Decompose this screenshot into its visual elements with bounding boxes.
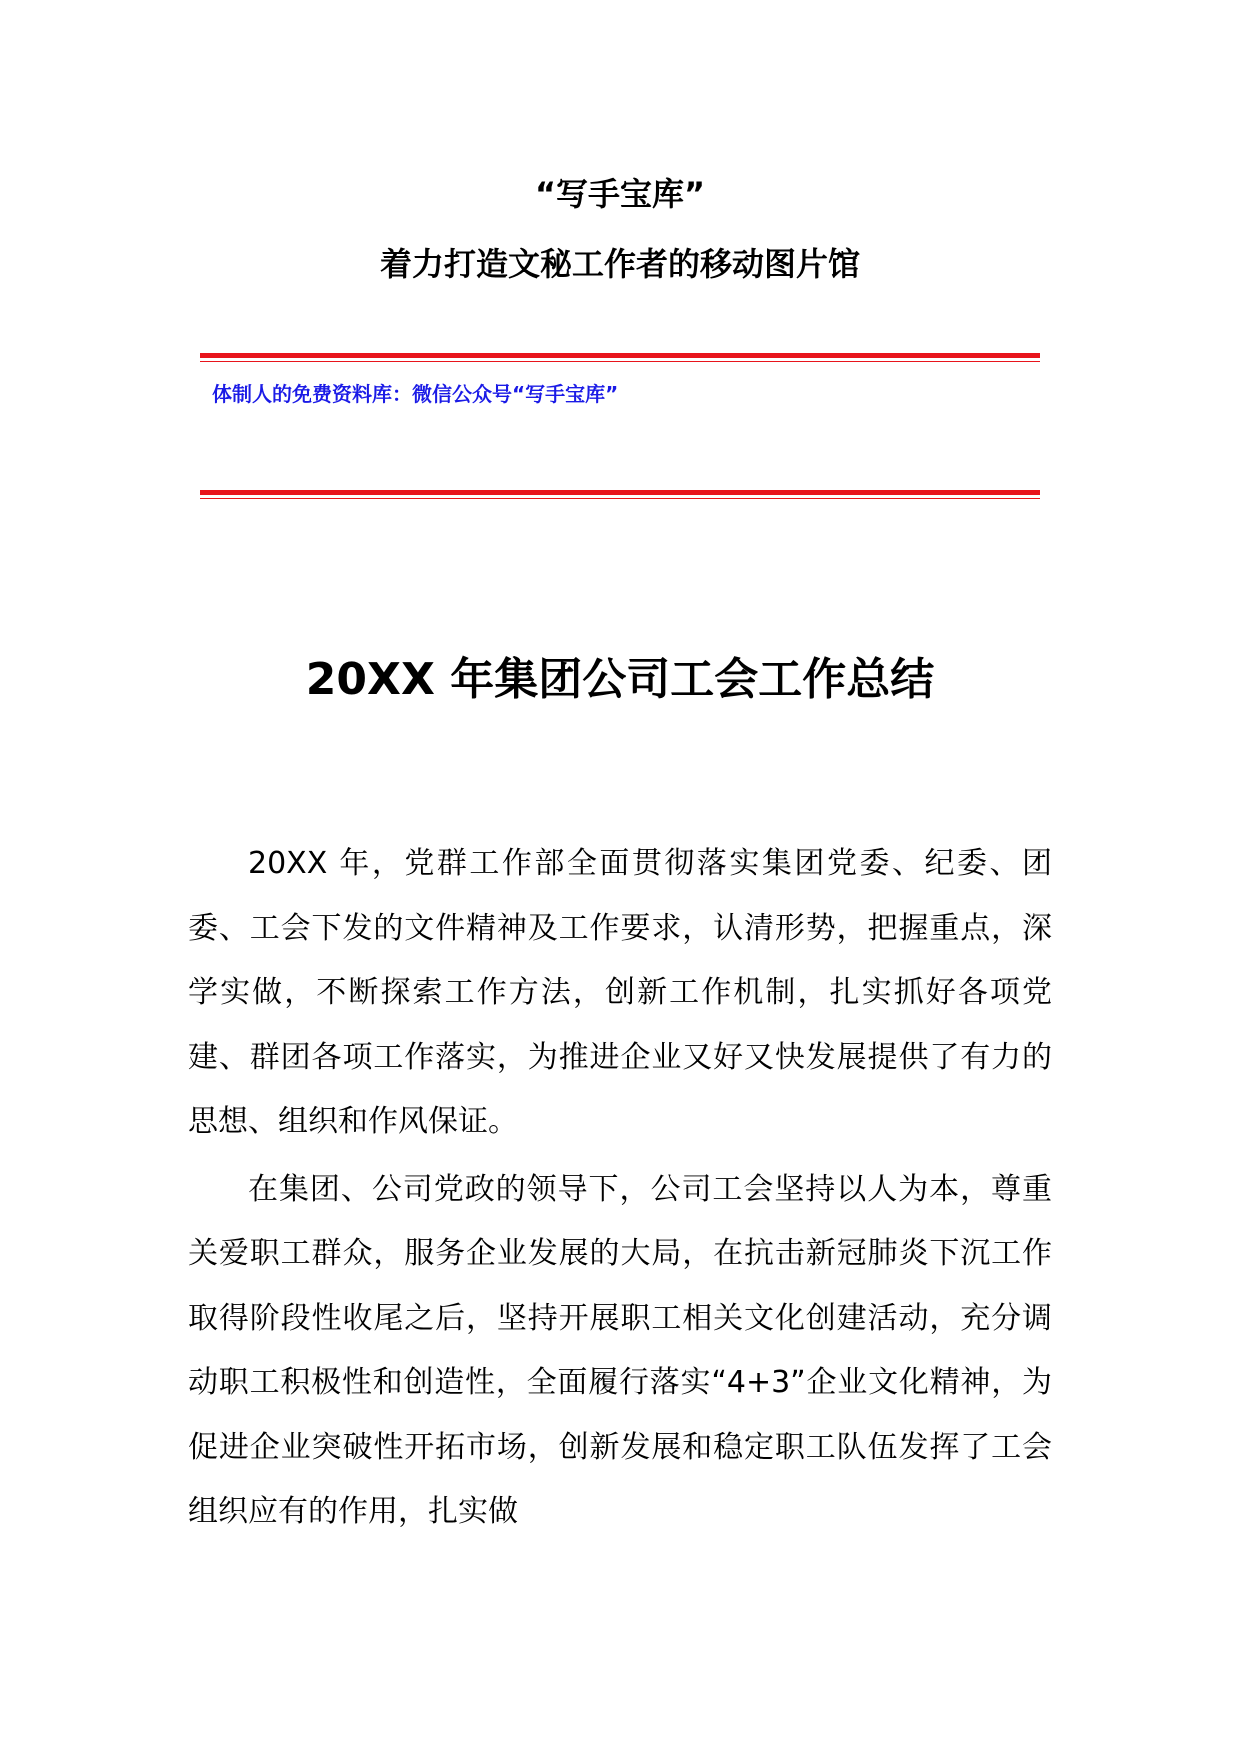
top-rule-thick (200, 353, 1040, 358)
top-red-rule (200, 353, 1040, 362)
body-paragraph-1: 20XX 年，党群工作部全面贯彻落实集团党委、纪委、团委、工会下发的文件精神及工作要求，认清形势，把握重点，深学实做，不断探索工作方法，创新工作机制，扎实抓好各项党建、群团各项工作落实，为推进企业又好又快发展提供了有力的思想、组织和作风保证。 (188, 846, 1052, 1139)
bottom-rule-thin (200, 498, 1040, 499)
bottom-rule-thick (200, 490, 1040, 495)
document-body (188, 832, 1052, 1548)
header-slogan: “写手宝库” (534, 175, 706, 213)
bottom-red-rule (200, 490, 1040, 499)
top-rule-thin (200, 361, 1040, 362)
body-paragraph-2: 在集团、公司党政的领导下，公司工会坚持以人为本，尊重关爱职工群众，服务企业发展的大局，在抗击新冠肺炎下沉工作取得阶段性收尾之后，坚持开展职工相关文化创建活动，充分调动职工积极性和创造性，全面履行落实“4+3”企业文化精神，为促进企业突破性开拓市场，创新发展和稳定职工队伍发挥了工会组织应有的作用，扎实做 (188, 1171, 1052, 1529)
banner-text: 体制人的免费资料库：微信公众号“写手宝库” (212, 382, 619, 406)
document-title: 20XX 年集团公司工会工作总结 (305, 654, 935, 705)
header-tagline: 着力打造文秘工作者的移动图片馆 (379, 245, 860, 283)
